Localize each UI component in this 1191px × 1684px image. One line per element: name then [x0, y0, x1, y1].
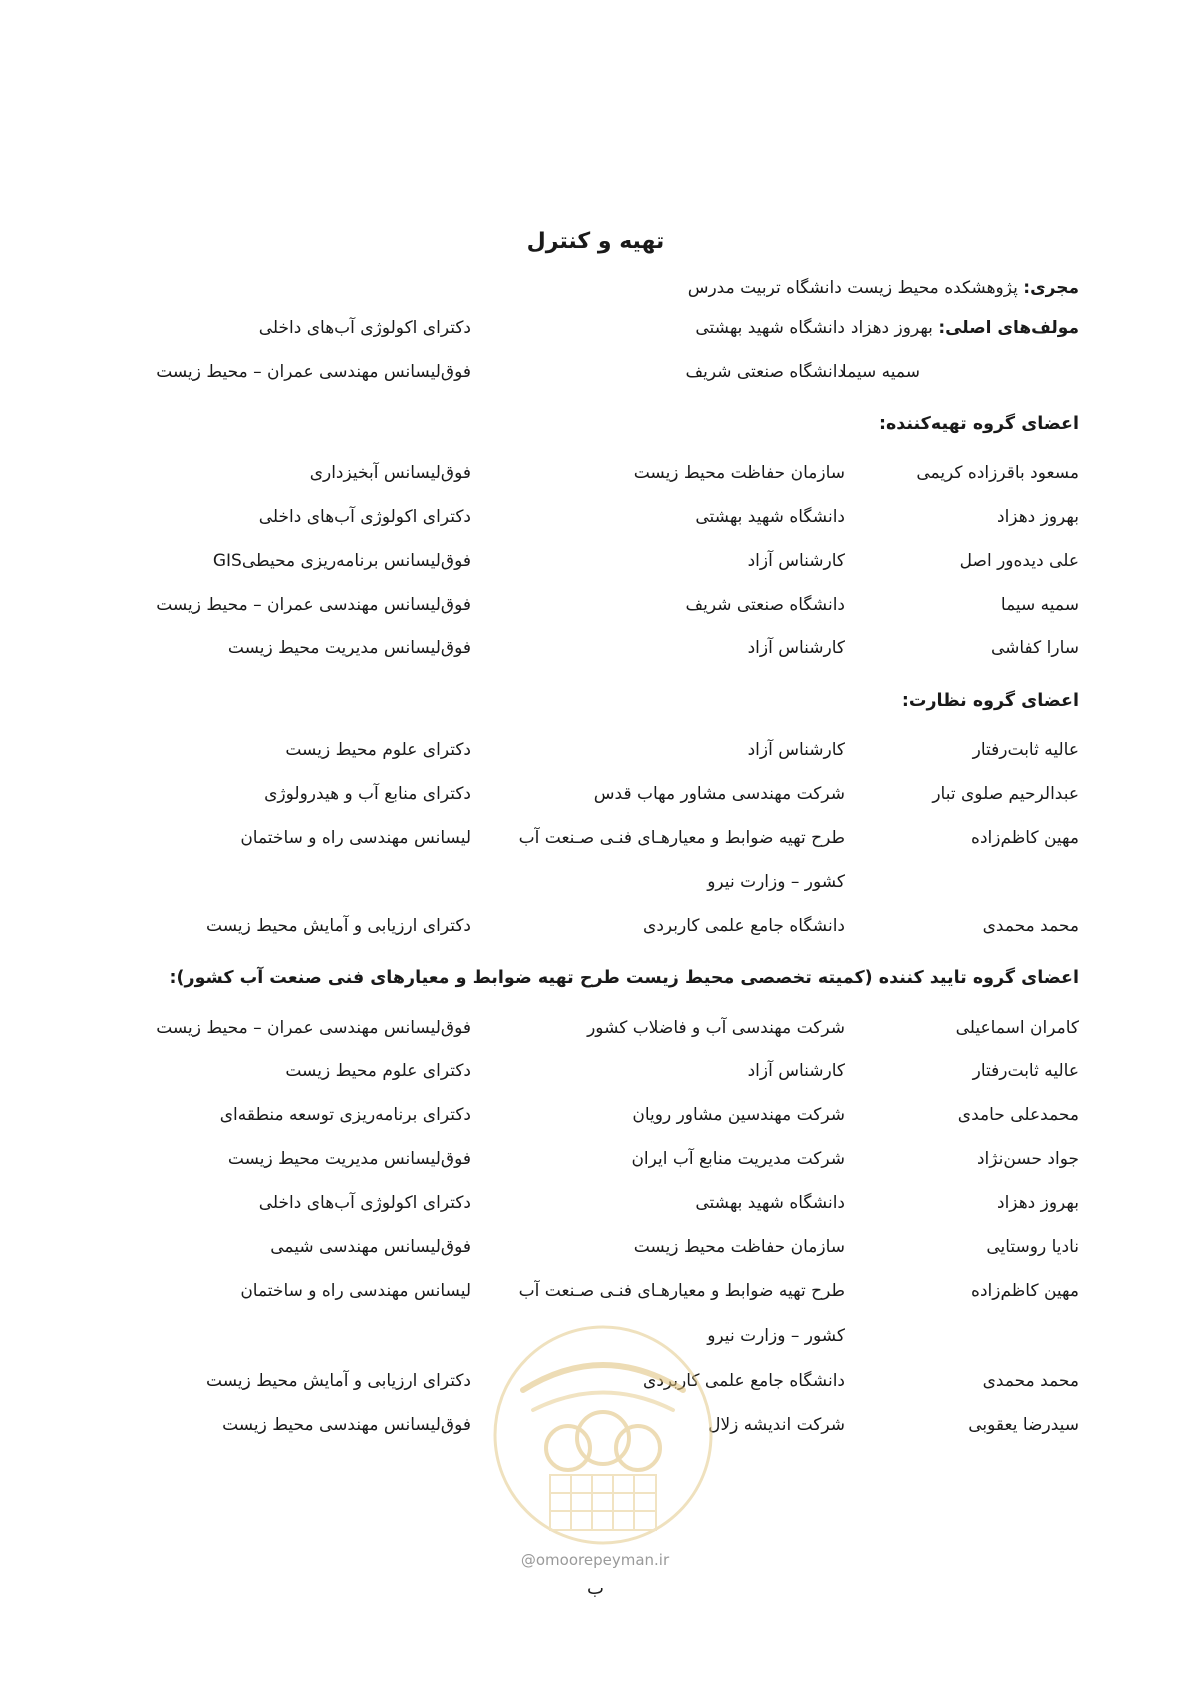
- member-degree: دکترای علوم محیط زیست: [285, 1061, 471, 1081]
- member-name: علی دیده‌ور اصل: [959, 551, 1079, 571]
- main-author-name: سمیه سیما: [841, 362, 920, 382]
- member-name: بهروز دهزاد: [997, 1193, 1079, 1213]
- member-org: شرکت مهندسی آب و فاضلاب کشور: [587, 1018, 845, 1038]
- table-row: [0, 1415, 1191, 1445]
- table-row: [0, 1281, 1191, 1311]
- member-name: مهین کاظم‌زاده: [971, 1281, 1079, 1301]
- main-author-degree: دکترای اکولوژی آب‌های داخلی: [258, 318, 471, 338]
- member-name: نادیا روستایی: [986, 1237, 1079, 1257]
- member-org: شرکت مهندسین مشاور رویان: [632, 1105, 845, 1125]
- table-row: [0, 1061, 1191, 1091]
- member-degree: دکترای علوم محیط زیست: [285, 740, 471, 760]
- member-degree: فوق‌لیسانس مهندسی محیط زیست: [222, 1415, 471, 1435]
- member-name: عالیه ثابت‌رفتار: [972, 1061, 1079, 1081]
- member-name: عالیه ثابت‌رفتار: [972, 740, 1079, 760]
- member-org: دانشگاه شهید بهشتی: [695, 507, 845, 527]
- member-name: عبدالرحیم صلوی تبار: [932, 784, 1079, 804]
- member-org: کارشناس آزاد: [747, 1061, 845, 1081]
- member-org-continuation: کشور – وزارت نیرو: [707, 1326, 845, 1346]
- executor-value: پژوهشکده محیط زیست دانشگاه تربیت مدرس: [687, 278, 1018, 298]
- member-degree: فوق‌لیسانس مهندسی عمران – محیط زیست: [156, 1018, 471, 1038]
- table-row: [0, 463, 1191, 493]
- approval-group-heading: اعضای گروه تایید کننده (کمیته تخصصی محیط زیست طرح تهیه ضوابط و معیارهای فنی صنعت آب کشور):: [169, 968, 1079, 988]
- member-org: دانشگاه جامع علمی کاربردی: [643, 916, 845, 936]
- table-row: [0, 1371, 1191, 1401]
- member-name: مهین کاظم‌زاده: [971, 828, 1079, 848]
- member-org: شرکت مهندسی مشاور مهاب قدس: [593, 784, 845, 804]
- table-row: [0, 1237, 1191, 1267]
- table-row: [0, 740, 1191, 770]
- member-org: طرح تهیه ضوابط و معیارهـای فنـی صـنعت آب: [518, 1281, 845, 1301]
- watermark-url: @omoorepeyman.ir: [520, 1551, 670, 1569]
- table-row: [0, 1193, 1191, 1223]
- member-org: سازمان حفاظت محیط زیست: [633, 1237, 845, 1257]
- member-name: محمد محمدی: [982, 916, 1079, 936]
- table-row: [0, 1149, 1191, 1179]
- member-name: بهروز دهزاد: [997, 507, 1079, 527]
- member-org: دانشگاه شهید بهشتی: [695, 1193, 845, 1213]
- member-degree: دکترای برنامه‌ریزی توسعه منطقه‌ای: [219, 1105, 471, 1125]
- member-degree: دکترای ارزیابی و آمایش محیط زیست: [206, 916, 471, 936]
- member-org: دانشگاه صنعتی شریف: [685, 595, 845, 615]
- member-name: محمدعلی حامدی: [957, 1105, 1079, 1125]
- page-number: ب: [587, 1578, 604, 1599]
- preparation-group-heading: اعضای گروه تهیه‌کننده:: [878, 414, 1079, 434]
- member-degree: فوق‌لیسانس مدیریت محیط زیست: [227, 638, 471, 658]
- member-degree: فوق‌لیسانس برنامه‌ریزی محیطیGIS: [212, 551, 471, 571]
- table-row: [0, 638, 1191, 668]
- member-name: سیدرضا یعقوبی: [968, 1415, 1079, 1435]
- table-row: [0, 784, 1191, 814]
- main-author-row: [0, 318, 1191, 348]
- table-row: [0, 595, 1191, 625]
- main-author-row: [0, 362, 1191, 392]
- member-org: سازمان حفاظت محیط زیست: [633, 463, 845, 483]
- member-org: کارشناس آزاد: [747, 638, 845, 658]
- member-org: کارشناس آزاد: [747, 740, 845, 760]
- member-degree: دکترای اکولوژی آب‌های داخلی: [258, 507, 471, 527]
- member-degree: فوق‌لیسانس مدیریت محیط زیست: [227, 1149, 471, 1169]
- page-title: تهیه و کنترل: [526, 229, 665, 254]
- main-author-org: دانشگاه صنعتی شریف: [685, 362, 845, 382]
- table-row: [0, 551, 1191, 581]
- member-org: شرکت مدیریت منابع آب ایران: [631, 1149, 845, 1169]
- member-name: سمیه سیما: [1000, 595, 1079, 615]
- member-degree: لیسانس مهندسی راه و ساختمان: [240, 1281, 471, 1301]
- table-row: [0, 1018, 1191, 1048]
- main-authors-label: مولف‌های اصلی:: [938, 318, 1079, 338]
- member-name: جواد حسن‌نژاد: [976, 1149, 1079, 1169]
- table-row-continuation: [0, 872, 1191, 902]
- member-name: سارا کفاشی: [990, 638, 1079, 658]
- member-degree: فوق‌لیسانس مهندسی شیمی: [270, 1237, 471, 1257]
- member-degree: دکترای اکولوژی آب‌های داخلی: [258, 1193, 471, 1213]
- member-degree: دکترای منابع آب و هیدرولوژی: [264, 784, 471, 804]
- member-name: محمد محمدی: [982, 1371, 1079, 1391]
- main-author-org: دانشگاه شهید بهشتی: [695, 318, 845, 338]
- member-org: دانشگاه جامع علمی کاربردی: [643, 1371, 845, 1391]
- main-author-name: بهروز دهزاد: [850, 318, 933, 338]
- executor-label: مجری:: [1023, 278, 1079, 298]
- member-org: شرکت اندیشه زلال: [708, 1415, 845, 1435]
- table-row: [0, 828, 1191, 858]
- member-name: کامران اسماعیلی: [955, 1018, 1079, 1038]
- table-row-continuation: [0, 1326, 1191, 1356]
- member-degree: فوق‌لیسانس مهندسی عمران – محیط زیست: [156, 595, 471, 615]
- member-name: مسعود باقرزاده کریمی: [916, 463, 1079, 483]
- table-row: [0, 916, 1191, 946]
- supervision-group-heading: اعضای گروه نظارت:: [901, 691, 1079, 711]
- member-degree: لیسانس مهندسی راه و ساختمان: [240, 828, 471, 848]
- member-degree: فوق‌لیسانس آبخیزداری: [309, 463, 471, 483]
- main-author-degree: فوق‌لیسانس مهندسی عمران – محیط زیست: [156, 362, 471, 382]
- member-org-continuation: کشور – وزارت نیرو: [707, 872, 845, 892]
- table-row: [0, 1105, 1191, 1135]
- executor-line: [688, 278, 1079, 298]
- member-org: کارشناس آزاد: [747, 551, 845, 571]
- member-degree: دکترای ارزیابی و آمایش محیط زیست: [206, 1371, 471, 1391]
- member-org: طرح تهیه ضوابط و معیارهـای فنـی صـنعت آب: [518, 828, 845, 848]
- table-row: [0, 507, 1191, 537]
